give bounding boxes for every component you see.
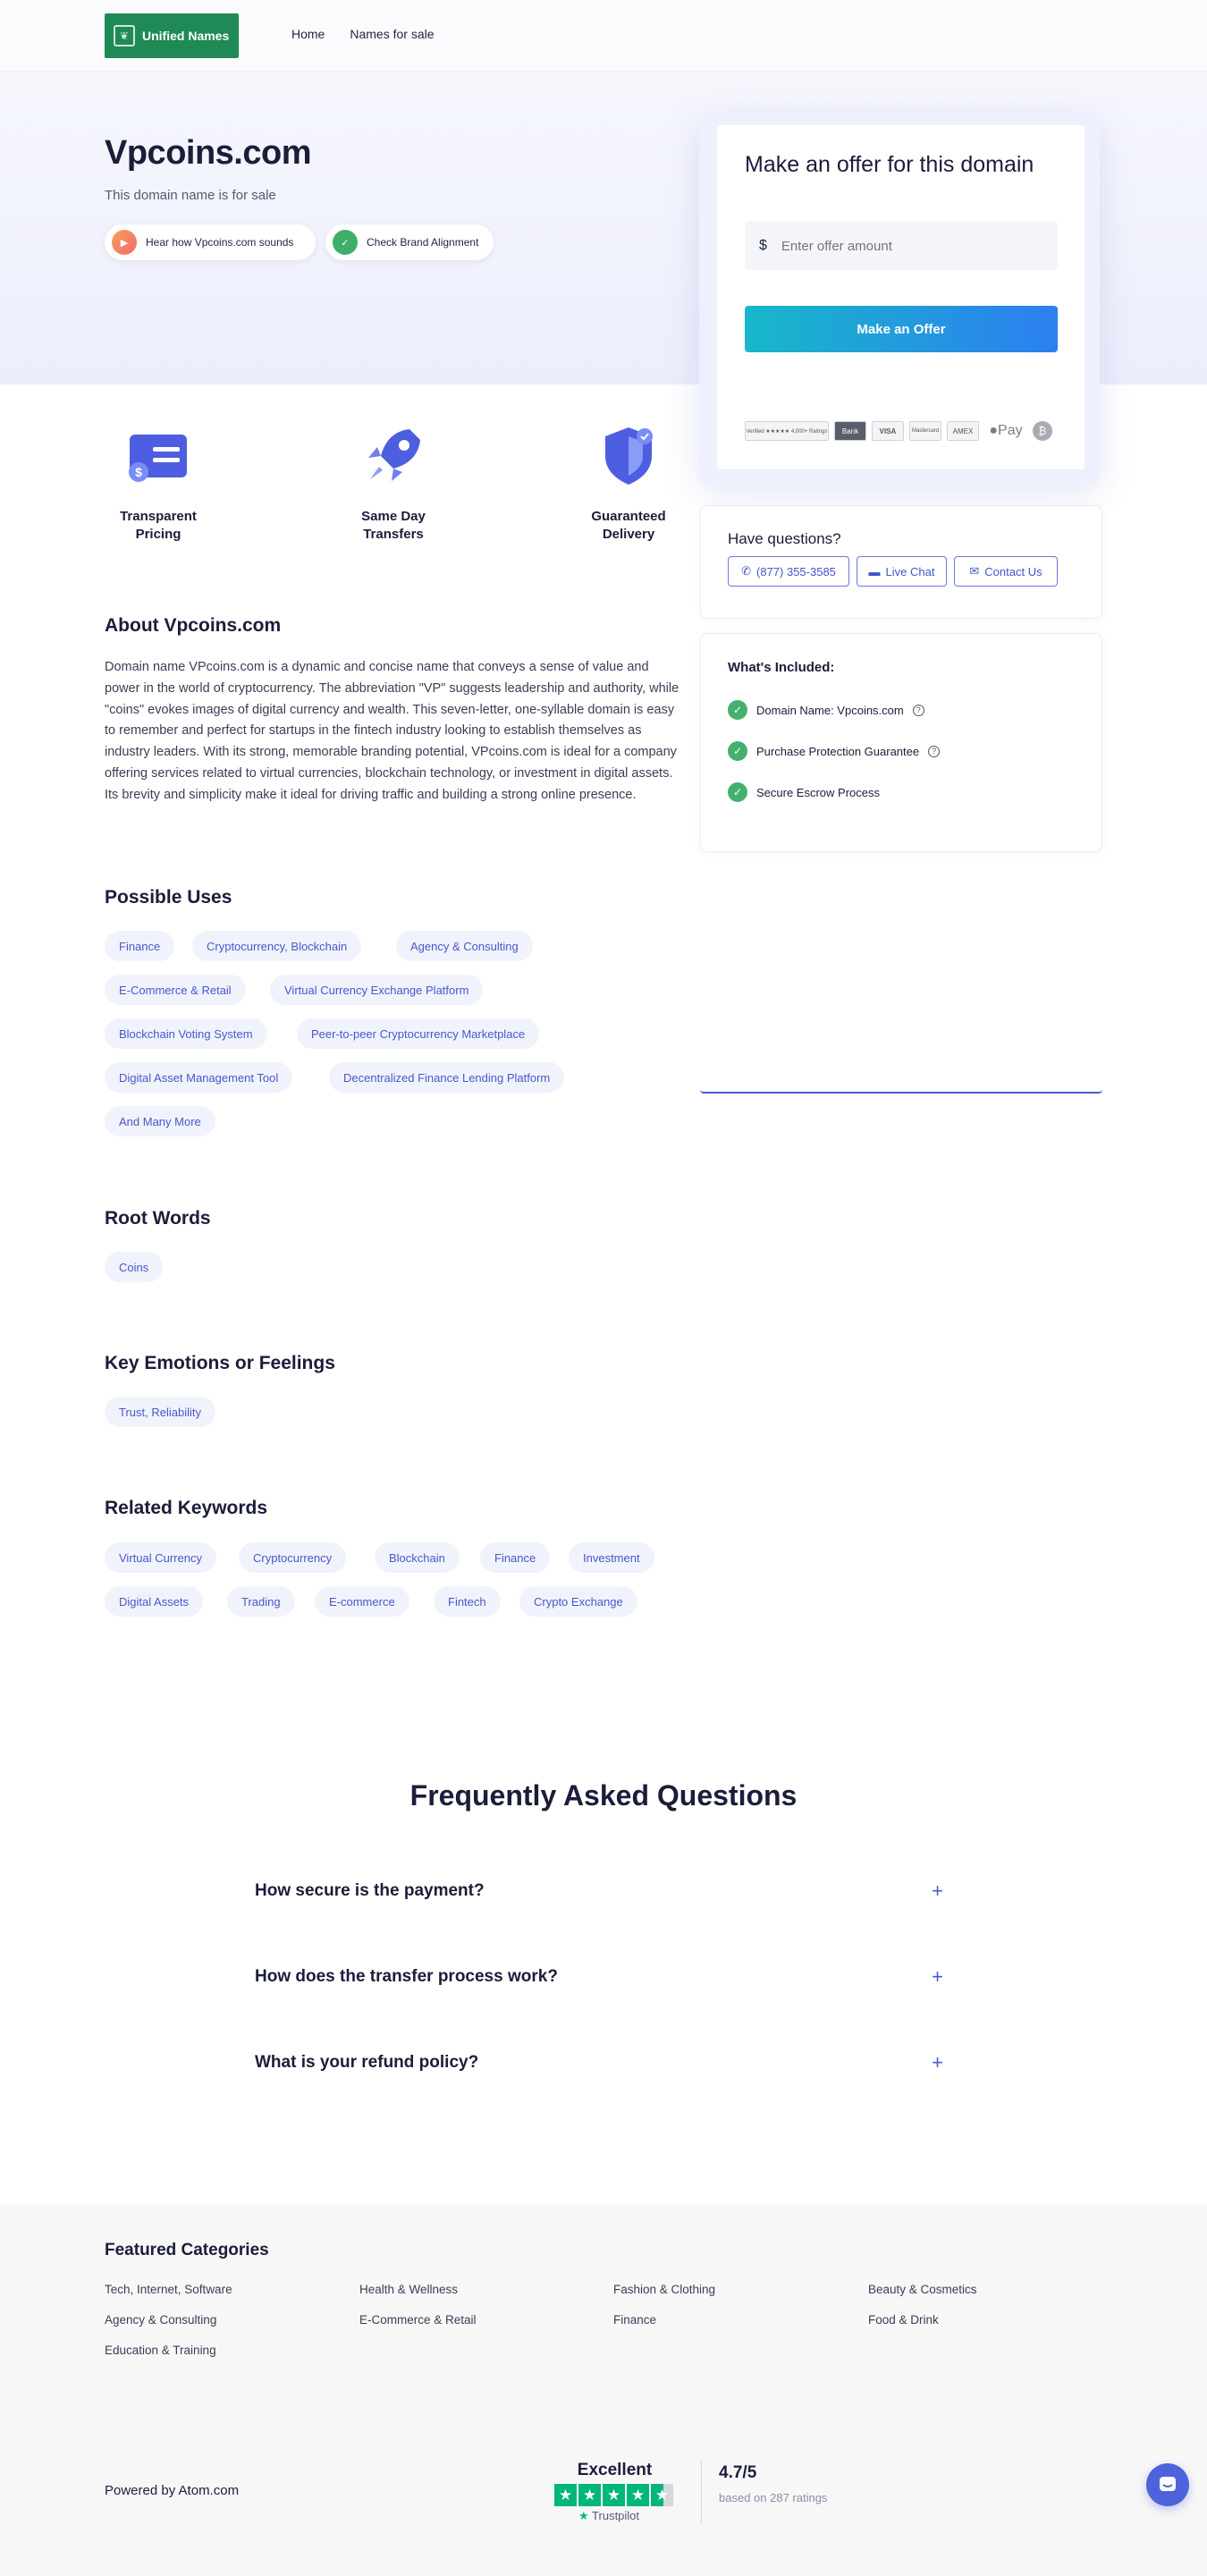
hear-sound-button[interactable]	[105, 224, 316, 260]
chat-bubble-icon	[1158, 2475, 1177, 2495]
hear-sound-label: Hear how Vpcoins.com sounds	[146, 236, 294, 249]
category-link[interactable]: Fashion & Clothing	[613, 2283, 716, 2296]
faq-item[interactable]	[255, 1964, 943, 1990]
nav-home[interactable]: Home	[291, 27, 325, 41]
category-link[interactable]: Food & Drink	[868, 2313, 939, 2327]
feature-transparent-pricing	[96, 420, 221, 544]
emotion-tag[interactable]: Trust, Reliability	[105, 1397, 215, 1427]
site-header	[0, 0, 1207, 72]
plus-icon: +	[932, 1965, 943, 1988]
rating-count: based on 287 ratings	[719, 2491, 828, 2504]
check-icon: ✓	[333, 230, 358, 255]
keywords-title: Related Keywords	[105, 1498, 268, 1518]
keyword-tag[interactable]: Digital Assets	[105, 1586, 203, 1617]
divider	[701, 2461, 702, 2523]
keyword-tag[interactable]: Finance	[480, 1542, 550, 1573]
featured-categories-title: Featured Categories	[105, 2241, 269, 2259]
brand-alignment-button[interactable]	[325, 224, 494, 260]
amex-icon: AMEX	[947, 421, 979, 441]
live-chat-button[interactable]	[857, 556, 947, 587]
use-tag[interactable]: Finance	[105, 931, 174, 961]
plus-icon: +	[932, 2051, 943, 2073]
live-chat-label: Live Chat	[885, 564, 935, 579]
trustpilot-stars	[554, 2484, 673, 2506]
check-icon: ✓	[728, 700, 747, 720]
phone-label: (877) 355-3585	[756, 564, 836, 579]
use-tag[interactable]: Blockchain Voting System	[105, 1018, 267, 1049]
shield-check-icon	[593, 420, 664, 492]
use-tag[interactable]: Digital Asset Management Tool	[105, 1062, 292, 1093]
star-icon: ★	[554, 2484, 577, 2506]
category-link[interactable]: Health & Wellness	[359, 2283, 459, 2296]
offer-title: Make an offer for this domain	[745, 152, 1034, 177]
check-icon: ✓	[728, 782, 747, 802]
price-tag-icon	[122, 420, 194, 492]
rocket-icon	[358, 420, 429, 492]
payment-methods	[745, 418, 1058, 443]
questions-title: Have questions?	[728, 530, 841, 547]
faq-item[interactable]	[255, 1878, 943, 1905]
about-title: About Vpcoins.com	[105, 615, 282, 636]
make-offer-button[interactable]: Make an Offer	[745, 306, 1058, 352]
offer-amount-input[interactable]	[781, 239, 1032, 254]
nav-names-for-sale[interactable]: Names for sale	[350, 27, 435, 41]
faq-question: What is your refund policy?	[255, 2053, 479, 2072]
included-label: Secure Escrow Process	[756, 785, 880, 799]
keyword-tag[interactable]: Blockchain	[375, 1542, 460, 1573]
category-link[interactable]: Beauty & Cosmetics	[868, 2283, 977, 2296]
included-title: What's Included:	[728, 660, 835, 675]
feature-label: Guaranteed Delivery	[591, 509, 666, 542]
feature-label: Transparent Pricing	[120, 509, 197, 542]
included-label: Purchase Protection Guarantee	[756, 744, 920, 758]
mastercard-icon: Mastercard	[909, 421, 941, 441]
about-text: Domain name VPcoins.com is a dynamic and concise name that conveys a sense of value and power in the world of cryptocurrency. The abbreviation "VP" suggests leadership and authority, while "coins" evokes images of digital currency and wealth. This seven-letter, one-syllable domain is easy to remember and perfect for startups in the fintech industry looking to establish themselves as industry leaders. With its strong, memorable branding potential, VPcoins.com is ideal for a company offering services related to virtual currencies, blockchain technology, or investment in digital assets. Its brevity and simplicity make it ideal for driving traffic and building a strong online presence.	[105, 660, 679, 802]
faq-question: How does the transfer process work?	[255, 1967, 558, 1986]
help-icon[interactable]: ?	[913, 705, 924, 716]
star-icon: ★	[578, 2484, 601, 2506]
verified-badge: Verified ★★★★★ 4,000+ Ratings	[745, 421, 829, 441]
main-nav	[291, 27, 435, 41]
play-icon: ▶	[112, 230, 137, 255]
trustpilot-star-icon: ★	[578, 2509, 589, 2522]
use-tag[interactable]: Agency & Consulting	[396, 931, 533, 961]
possible-uses-title: Possible Uses	[105, 887, 232, 908]
category-link[interactable]: Agency & Consulting	[105, 2313, 217, 2327]
keyword-tag[interactable]: Virtual Currency	[105, 1542, 216, 1573]
powered-by[interactable]: Powered by Atom.com	[105, 2483, 240, 2498]
included-item	[728, 781, 880, 803]
star-icon: ★	[603, 2484, 625, 2506]
chat-widget-button[interactable]	[1146, 2463, 1189, 2506]
faq-question: How secure is the payment?	[255, 1881, 485, 1900]
leaf-icon: ❦	[114, 25, 135, 46]
feature-label: Same Day Transfers	[361, 509, 426, 542]
currency-symbol: $	[759, 238, 767, 253]
apple-pay-label: Pay	[998, 423, 1023, 438]
use-tag[interactable]: And Many More	[105, 1106, 215, 1136]
keyword-tag[interactable]: Cryptocurrency	[239, 1542, 346, 1573]
mail-icon: ✉	[969, 564, 980, 578]
keyword-tag[interactable]: Crypto Exchange	[519, 1586, 637, 1617]
check-icon: ✓	[728, 741, 747, 761]
use-tag[interactable]: Cryptocurrency, Blockchain	[192, 931, 361, 961]
faq-title: Frequently Asked Questions	[409, 1779, 798, 1812]
contact-us-label: Contact Us	[984, 564, 1042, 579]
bitcoin-icon: ₿	[1033, 421, 1052, 441]
domain-title: Vpcoins.com	[105, 134, 311, 172]
plus-icon: +	[932, 1879, 943, 1902]
offer-field[interactable]	[745, 222, 1058, 270]
faq-item[interactable]	[255, 2049, 943, 2076]
root-tag[interactable]: Coins	[105, 1252, 163, 1282]
use-tag[interactable]: Virtual Currency Exchange Platform	[270, 975, 483, 1005]
phone-button[interactable]	[728, 556, 849, 587]
category-link[interactable]: E-Commerce & Retail	[359, 2313, 477, 2327]
rating-score: 4.7/5	[719, 2463, 757, 2482]
feature-guaranteed-delivery	[566, 420, 691, 544]
apple-pay-icon	[984, 421, 1027, 441]
sidebar-bottom-accent	[700, 1090, 1102, 1094]
logo-text: Unified Names	[142, 29, 230, 43]
feature-same-day-transfers	[331, 420, 456, 544]
trustpilot-logo[interactable]	[578, 2509, 639, 2523]
phone-icon: ✆	[741, 564, 751, 578]
domain-subtitle: This domain name is for sale	[105, 188, 276, 203]
keyword-tag[interactable]: Trading	[227, 1586, 295, 1617]
star-icon: ★	[627, 2484, 649, 2506]
help-icon[interactable]: ?	[928, 746, 940, 757]
emotions-title: Key Emotions or Feelings	[105, 1353, 335, 1373]
category-link[interactable]: Education & Training	[105, 2344, 216, 2357]
keyword-tag[interactable]: Investment	[569, 1542, 654, 1573]
included-item	[728, 740, 940, 762]
trustpilot-brand: Trustpilot	[592, 2509, 640, 2522]
root-words-title: Root Words	[105, 1208, 211, 1229]
svg-text:$: $	[135, 465, 142, 479]
included-label: Domain Name: Vpcoins.com	[756, 703, 904, 717]
keyword-tag[interactable]: E-commerce	[315, 1586, 409, 1617]
use-tag[interactable]: Decentralized Finance Lending Platform	[329, 1062, 564, 1093]
use-tag[interactable]: E-Commerce & Retail	[105, 975, 246, 1005]
category-link[interactable]: Tech, Internet, Software	[105, 2283, 232, 2296]
brand-alignment-label: Check Brand Alignment	[367, 236, 479, 249]
apple-icon: ●	[989, 423, 999, 438]
star-icon: ★	[651, 2484, 673, 2506]
included-item	[728, 699, 924, 721]
keyword-tag[interactable]: Fintech	[434, 1586, 501, 1617]
logo[interactable]	[105, 13, 239, 58]
category-link[interactable]: Finance	[613, 2313, 657, 2327]
visa-icon: VISA	[872, 421, 904, 441]
contact-us-button[interactable]	[954, 556, 1058, 587]
use-tag[interactable]: Peer-to-peer Cryptocurrency Marketplace	[297, 1018, 539, 1049]
bank-card-icon: Bank	[834, 421, 866, 441]
trustpilot-label: Excellent	[577, 2461, 653, 2479]
chat-icon: ▬	[868, 564, 881, 579]
